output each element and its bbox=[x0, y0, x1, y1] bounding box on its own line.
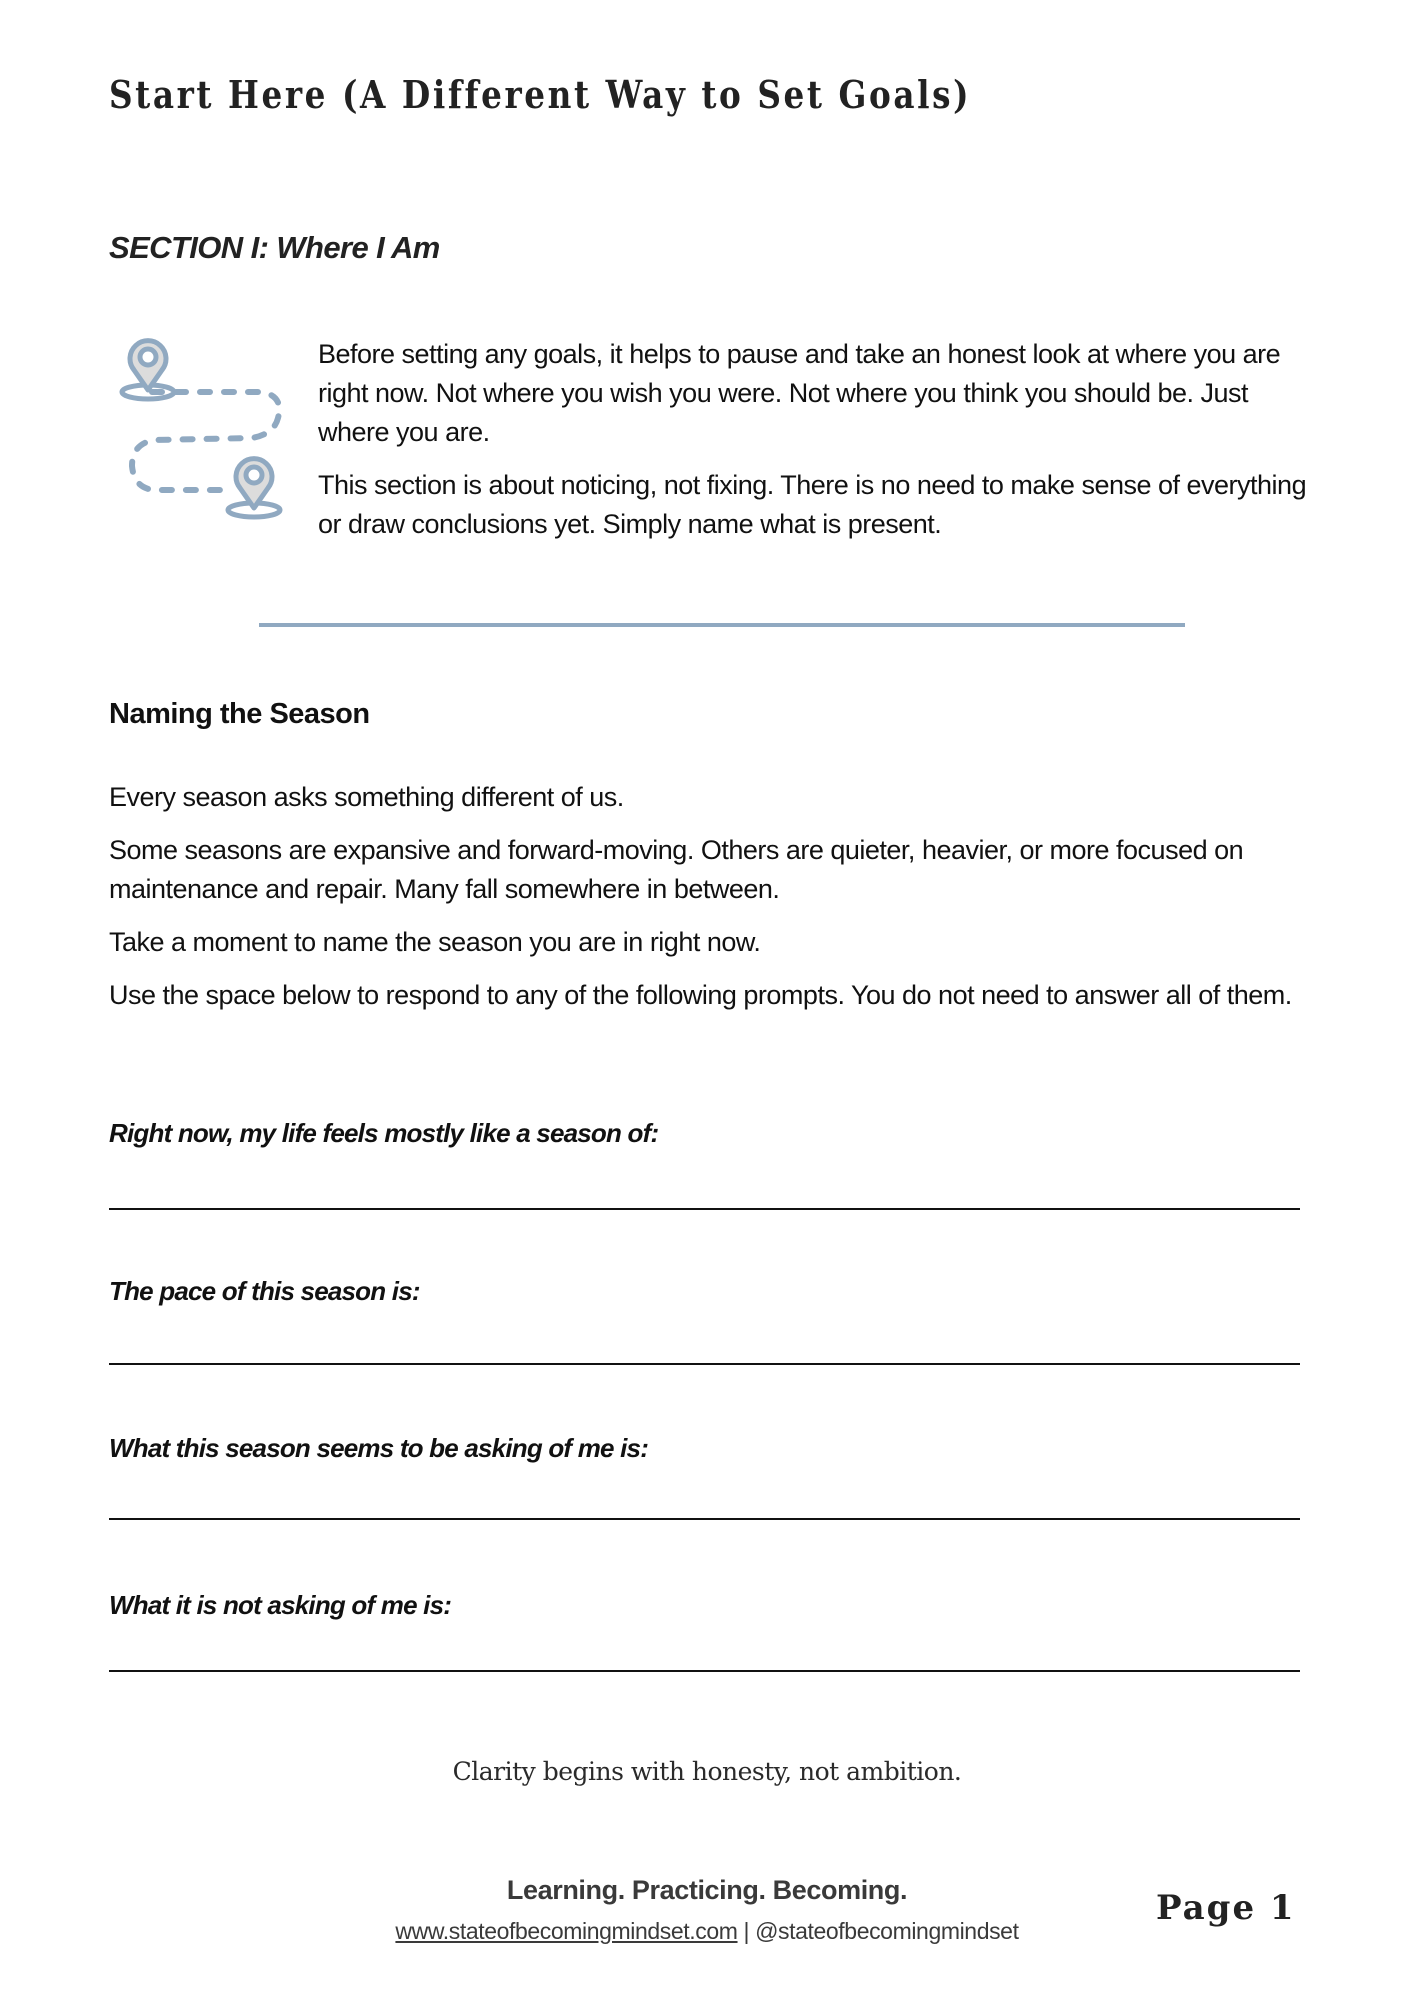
prompt-label: Right now, my life feels mostly like a season of: bbox=[109, 1118, 659, 1148]
body-paragraph: Some seasons are expansive and forward-moving. Others are quieter, heavier, or more focused on maintenance and repair. Many fall somewhere in between. bbox=[109, 835, 1244, 904]
body-paragraph: Take a moment to name the season you are in right now. bbox=[109, 927, 761, 957]
document-title: Start Here (A Different Way to Set Goals) bbox=[109, 72, 972, 117]
section-title: SECTION I: Where I Am bbox=[109, 230, 440, 265]
website-link[interactable]: www.stateofbecomingmindset.com bbox=[395, 1918, 738, 1944]
subsection-title: Naming the Season bbox=[109, 698, 370, 730]
answer-line[interactable] bbox=[109, 1363, 1300, 1365]
footer-tagline: Learning. Practicing. Becoming. bbox=[506, 1875, 908, 1905]
prompt-label: What it is not asking of me is: bbox=[109, 1590, 452, 1620]
contact-separator: | bbox=[743, 1918, 750, 1944]
section-divider bbox=[259, 623, 1185, 627]
intro-paragraph: This section is about noticing, not fixing. There is no need to make sense of everything or draw conclusions yet. Simply name what is present. bbox=[318, 470, 1307, 539]
intro-text bbox=[318, 335, 1318, 558]
answer-line[interactable] bbox=[109, 1208, 1300, 1210]
closing-quote: Clarity begins with honesty, not ambition. bbox=[452, 1757, 962, 1786]
answer-line[interactable] bbox=[109, 1670, 1300, 1672]
prompt-label: The pace of this season is: bbox=[109, 1276, 420, 1306]
intro-paragraph: Before setting any goals, it helps to pause and take an honest look at where you are right now. Not where you wish you were. Not where you think you should be. Just where you are. bbox=[318, 339, 1281, 447]
prompt-label: What this season seems to be asking of me is: bbox=[109, 1433, 649, 1463]
social-handle: @stateofbecomingmindset bbox=[755, 1918, 1019, 1944]
map-route-icon bbox=[112, 330, 292, 530]
answer-line[interactable] bbox=[109, 1518, 1300, 1520]
body-paragraph: Every season asks something different of us. bbox=[109, 782, 624, 812]
body-text bbox=[109, 778, 1309, 1029]
body-paragraph: Use the space below to respond to any of the following prompts. You do not need to answer all of them. bbox=[109, 980, 1292, 1010]
page-number: Page 1 bbox=[1156, 1888, 1296, 1928]
